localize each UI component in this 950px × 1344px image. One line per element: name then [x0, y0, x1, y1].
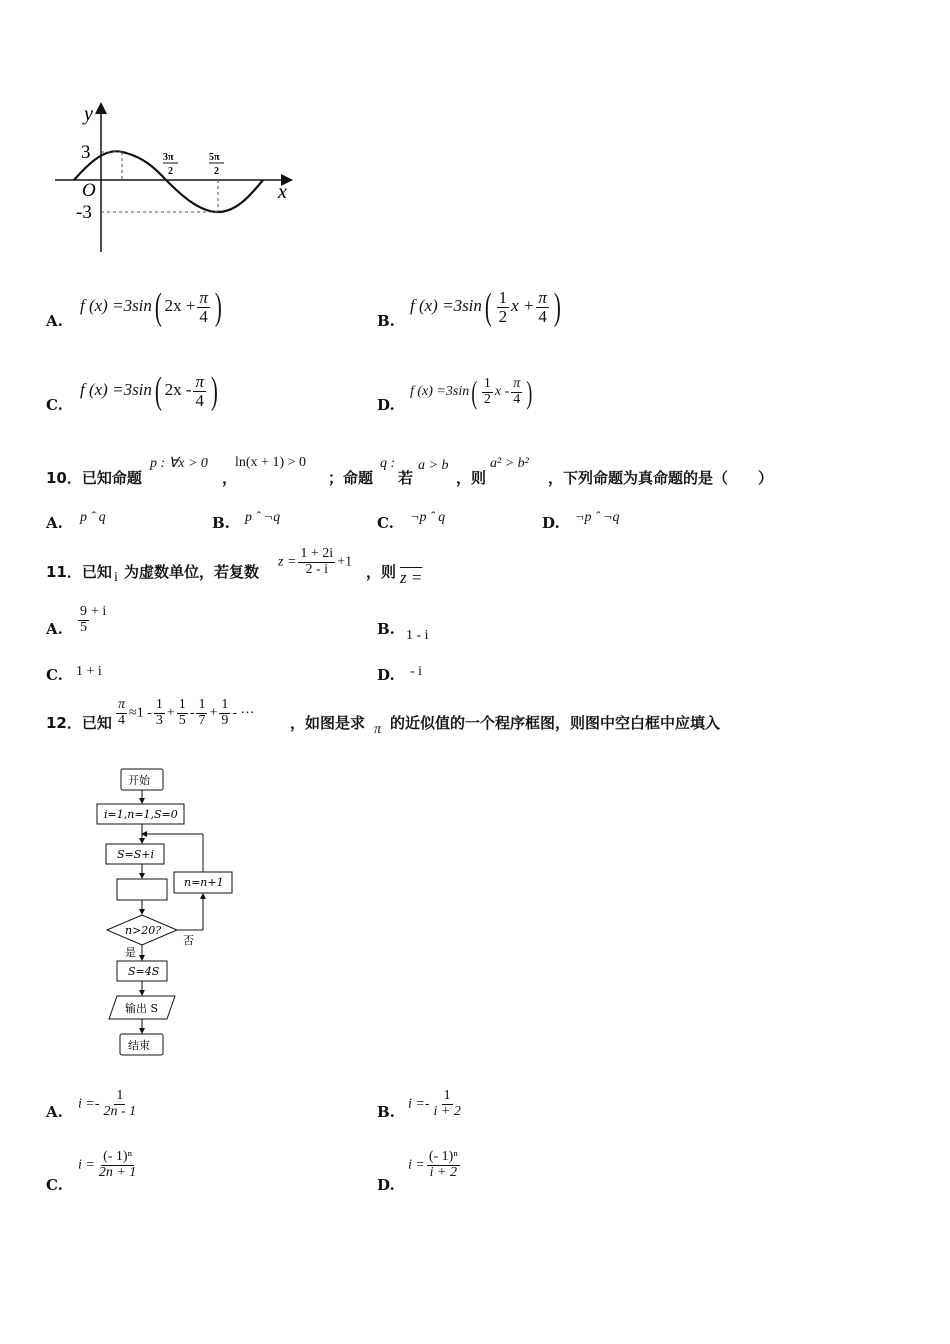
q12-option-d[interactable]: i = $\frac{\text{(- 1)ⁿ}}{i + 2}$ [408, 1149, 458, 1180]
q12-option-a[interactable]: i =- $\frac{1}{2n - 1}$ [78, 1088, 137, 1119]
q12-option-b-label[interactable]: B. [377, 1103, 395, 1121]
q10-option-c[interactable]: ¬p ˆ q [410, 510, 446, 525]
q9-option-b-label[interactable]: B. [377, 312, 395, 330]
q12-option-a-label[interactable]: A. [46, 1103, 63, 1121]
blank-box [117, 879, 167, 900]
y-min-label: -3 [76, 202, 92, 223]
q12-option-b[interactable]: i =- $\frac{1}{i + 2}$ [408, 1088, 461, 1119]
q11-option-b-label[interactable]: B. [377, 620, 395, 638]
q9-option-d-label[interactable]: D. [377, 396, 395, 414]
q9-option-c-label[interactable]: C. [46, 396, 63, 414]
origin-label: O [82, 180, 96, 201]
q10-option-a-label[interactable]: A. [46, 514, 63, 532]
q11-option-c[interactable]: 1 + i [76, 664, 102, 679]
q10-option-d[interactable]: ¬p ˆ ¬q [575, 510, 620, 525]
fc-mult: S=4S [128, 965, 160, 978]
sine-graph [50, 100, 300, 260]
tick-5pi2-num: 5π [209, 152, 220, 163]
q9-option-a-label[interactable]: A. [46, 312, 63, 330]
tick-3pi2-den: 2 [168, 166, 173, 177]
q11-option-a-label[interactable]: A. [46, 620, 63, 638]
tick-5pi2-den: 2 [214, 166, 219, 177]
fc-step: S=S+i [117, 848, 155, 861]
flowchart [95, 760, 245, 1065]
q12-option-c-label[interactable]: C. [46, 1176, 63, 1194]
q10-option-c-label[interactable]: C. [377, 514, 394, 532]
q11-option-c-label[interactable]: C. [46, 666, 63, 684]
q9-option-a[interactable]: f (x) =3sin( 2x + $\frac{\pi}{4}$ ) [80, 286, 222, 328]
q9-option-b[interactable]: f (x) =3sin( $\frac{1}{2}$ x + $\frac{\pi}{4}$ ) [410, 286, 561, 328]
y-axis-label: y [84, 103, 93, 125]
fc-yes: 是 [125, 946, 136, 959]
q12-option-c[interactable]: i = $\frac{\text{(- 1)ⁿ}}{2n + 1}$ [78, 1149, 137, 1180]
fc-output: 输出 S [125, 1002, 159, 1015]
fc-inc: n=n+1 [184, 876, 224, 889]
q11-option-d[interactable]: - i [410, 664, 423, 679]
q12-option-d-label[interactable]: D. [377, 1176, 395, 1194]
q11-option-a[interactable]: $\frac{9}{5}$ + i [80, 604, 107, 635]
q9-option-c[interactable]: f (x) =3sin( 2x - $\frac{\pi}{4}$ ) [80, 370, 218, 412]
q10-option-a[interactable]: p ˆ q [80, 510, 106, 525]
y-max-label: 3 [81, 142, 91, 163]
tick-3pi2-num: 3π [163, 152, 174, 163]
q9-option-d[interactable]: f (x) =3sin( $\frac{1}{2}$ x - $\frac{\pi}{4}$ ) [410, 374, 533, 410]
fc-init: i=1,n=1,S=0 [104, 808, 178, 821]
q10-option-b-label[interactable]: B. [212, 514, 230, 532]
q10-option-b[interactable]: p ˆ ¬q [245, 510, 281, 525]
fc-no: 否 [183, 934, 194, 947]
fc-cond: n>20? [125, 924, 162, 937]
fc-start: 开始 [128, 774, 150, 787]
q10-option-d-label[interactable]: D. [542, 514, 560, 532]
q11-option-d-label[interactable]: D. [377, 666, 395, 684]
fc-end: 结束 [128, 1039, 150, 1052]
x-axis-label: x [278, 181, 287, 203]
q11-option-b[interactable]: 1 - i [406, 628, 429, 643]
